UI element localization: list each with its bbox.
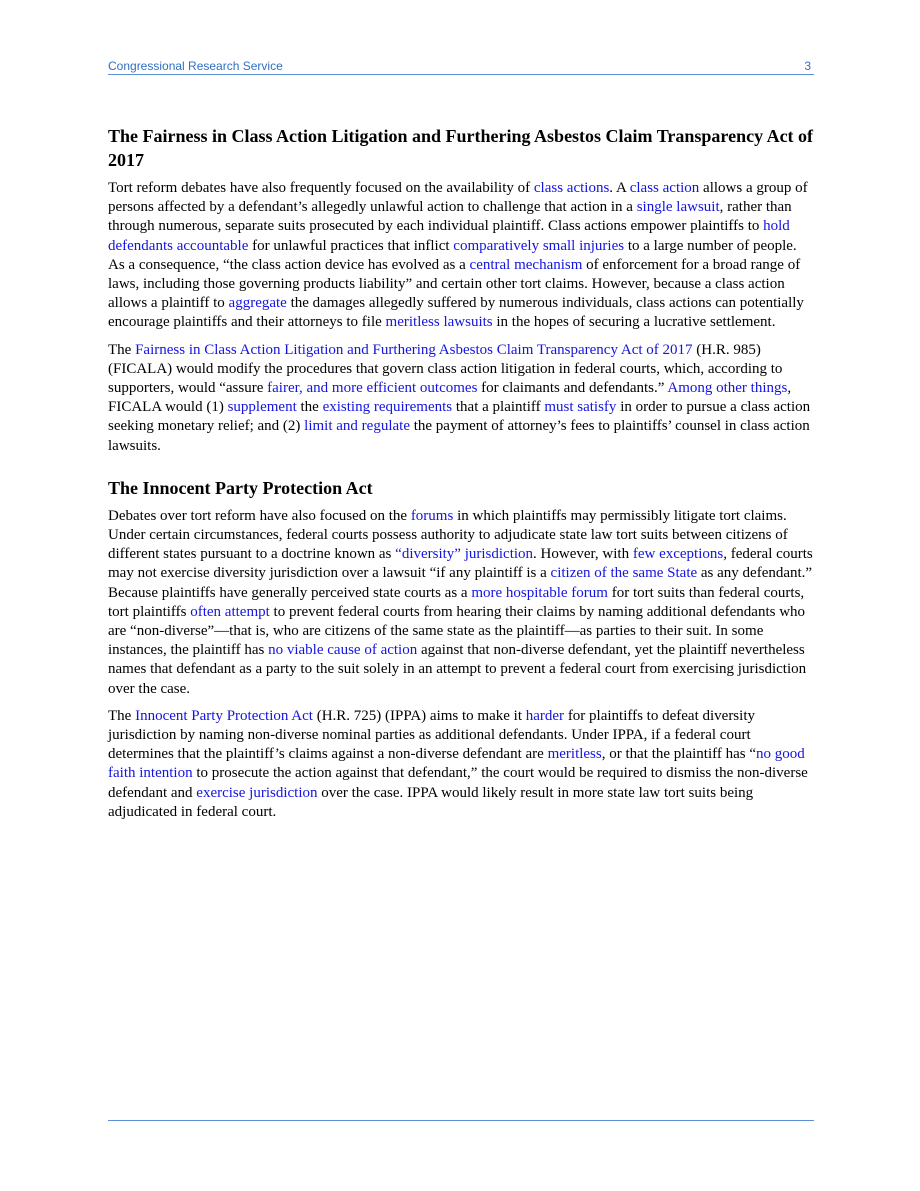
hyperlink[interactable]: harder (525, 707, 565, 724)
body-text: in order to pursue a class action seeking monetary relief; and (2) (108, 399, 811, 435)
body-text: The (108, 707, 136, 724)
hyperlink[interactable]: must satisfy (544, 399, 617, 416)
hyperlink[interactable]: hold defendants accountable (108, 218, 790, 254)
body-text: for unlawful practices that inflict (248, 237, 454, 254)
body-text: against that non-diverse defendant, yet the plaintiff nevertheless names that defendant as a party to the suit solely in an attempt to prevent a federal court from exercising jurisdiction over the case. (108, 642, 807, 697)
body-text: as any defendant.” Because plaintiffs have generally perceived state courts as a (108, 565, 813, 601)
body-text: for plaintiffs to defeat diversity jurisdiction by naming non-diverse nominal parties as additional defendants. Under IPPA, if a federal court determines that the plaintiff’s claims against a non-diverse defendant are (108, 707, 755, 763)
paragraph (108, 507, 814, 699)
body-text: . However, with (533, 546, 633, 563)
body-text: the damages allegedly suffered by numerous individuals, class actions can potentially encourage plaintiffs and their attorneys to file (108, 295, 804, 331)
body-text: the (296, 399, 323, 416)
body-text: Debates over tort reform have also focused on the (108, 507, 411, 524)
hyperlink[interactable]: exercise jurisdiction (196, 784, 318, 801)
hyperlink[interactable]: forums (410, 507, 454, 524)
hyperlink[interactable]: class actions (533, 180, 610, 196)
body-text: allows a group of persons affected by a defendant’s allegedly unlawful action to challenge that action in a (108, 180, 808, 216)
running-header (108, 58, 814, 75)
body-text: (H.R. 725) (IPPA) aims to make it (312, 707, 526, 724)
hyperlink[interactable]: existing requirements (322, 399, 453, 416)
hyperlink[interactable]: few exceptions (632, 546, 724, 563)
body-text: the payment of attorney’s fees to plaintiffs’ counsel in class action lawsuits. (108, 418, 810, 454)
body-text: over the case. IPPA would likely result in more state law tort suits being adjudicated in federal court. (108, 784, 754, 820)
document-body (108, 124, 814, 830)
hyperlink[interactable]: supplement (227, 399, 297, 416)
page-number: 3 (804, 59, 811, 73)
hyperlink[interactable]: citizen of the same State (550, 565, 698, 582)
body-text: , federal courts may not exercise diversity jurisdiction over a lawsuit “if any plaintiff is a (108, 546, 813, 582)
hyperlink[interactable]: Fairness in Class Action Litigation and Furthering Asbestos Claim Transparency Act of 2017 (135, 341, 693, 358)
hyperlink[interactable]: Innocent Party Protection Act (135, 707, 313, 724)
hyperlink[interactable]: limit and regulate (304, 418, 410, 435)
hyperlink[interactable]: central mechanism (469, 256, 583, 273)
body-text: , rather than through numerous, separate suits prosecuted by each individual plaintiff. Class actions empower plaintiffs to (108, 199, 792, 235)
section-heading-ficala: The Fairness in Class Action Litigation and Furthering Asbestos Claim Transparency Act of 2017 (108, 126, 814, 170)
body-text: . A (609, 180, 630, 196)
section-heading-ippa: The Innocent Party Protection Act (108, 477, 373, 498)
body-text: Tort reform debates have also frequently focused on the availability of (108, 180, 534, 196)
hyperlink[interactable]: fairer, and more efficient outcomes (267, 380, 478, 397)
hyperlink[interactable]: no good faith intention (108, 746, 805, 782)
body-text: to prosecute the action against that defendant,” the court would be required to dismiss the non-diverse defendant and (108, 765, 808, 801)
hyperlink[interactable]: “diversity” jurisdiction (395, 546, 534, 563)
paragraph (108, 341, 814, 456)
hyperlink[interactable]: class action (629, 180, 700, 196)
hyperlink[interactable]: Among other things (667, 380, 788, 397)
body-text: that a plaintiff (452, 399, 545, 416)
header-publisher: Congressional Research Service (108, 59, 283, 73)
hyperlink[interactable]: comparatively small injuries (453, 237, 625, 254)
hyperlink[interactable]: meritless lawsuits (385, 314, 493, 331)
hyperlink[interactable]: meritless (547, 746, 602, 763)
body-text: to prevent federal courts from hearing their claims by naming additional defendants who are “non-diverse”—that is, who are citizens of the same state as the plaintiff—as parties to their suit. In some instances, the plaintiff has (108, 603, 806, 659)
body-text: for claimants and defendants.” (477, 380, 668, 397)
body-text: for tort suits than federal courts, tort plaintiffs (108, 584, 805, 620)
hyperlink[interactable]: single lawsuit (636, 199, 720, 216)
paragraph (108, 707, 814, 822)
body-text: in the hopes of securing a lucrative settlement. (492, 314, 776, 331)
footer-divider (108, 1120, 814, 1121)
body-text: of enforcement for a broad range of laws, including those governing products liability” and certain other tort claims. However, because a class action allows a plaintiff to (108, 256, 801, 312)
body-text: The (108, 341, 136, 358)
hyperlink[interactable]: no viable cause of action (268, 642, 418, 659)
hyperlink[interactable]: aggregate (228, 295, 287, 312)
body-text: , or that the plaintiff has “ (601, 746, 756, 763)
hyperlink[interactable]: more hospitable forum (471, 584, 608, 601)
body-text: , FICALA would (1) (108, 380, 792, 416)
paragraph (108, 179, 814, 333)
hyperlink[interactable]: often attempt (190, 603, 270, 620)
body-text: to a large number of people. As a consequence, “the class action device has evolved as a (108, 237, 797, 273)
body-text: (H.R. 985) (FICALA) would modify the procedures that govern class action litigation in federal courts, which, according to supporters, would “assure (108, 341, 783, 397)
body-text: in which plaintiffs may permissibly litigate tort claims. Under certain circumstances, federal courts possess authority to adjudicate state law tort suits between citizens of different states pursuant to a doctrine known as (108, 507, 788, 563)
